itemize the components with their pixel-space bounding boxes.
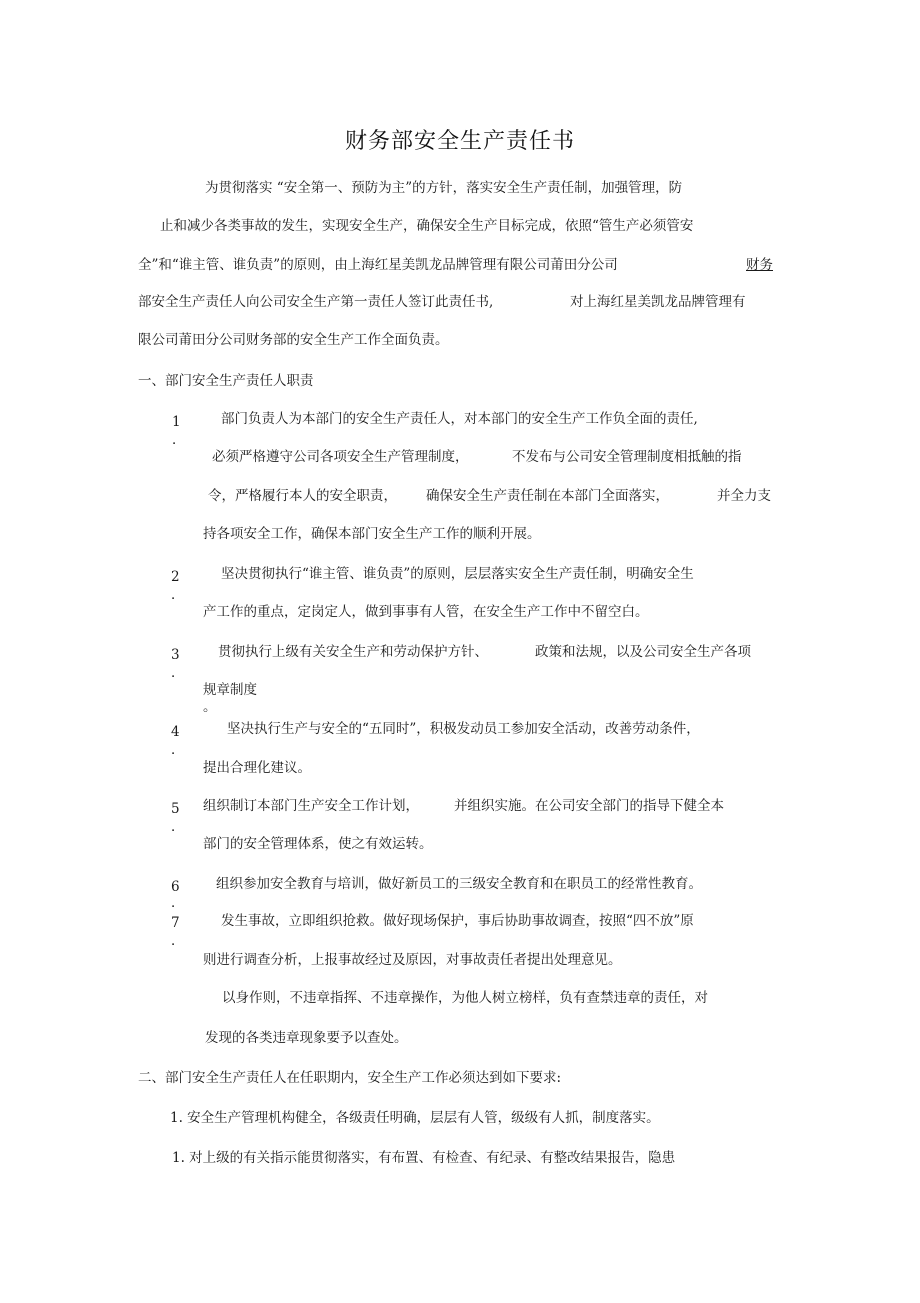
section1-heading: 一、部门安全生产责任人职责 [138,373,314,389]
item-1-line-2a: 必须严格遵守公司各项安全生产管理制度， [212,449,469,465]
item-1-line-3b: 确保安全生产责任制在本部门全面落实， [426,488,669,504]
intro-line-2: 止和减少各类事故的发生，实现安全生产，确保安全生产目标完成，依照“管生产必须管安 [160,218,694,234]
item-2-line-1: 坚决贯彻执行“谁主管、谁负责”的原则，层层落实安全生产责任制，明确安全生 [221,566,694,582]
item-5-number: 5 [171,801,180,817]
item-5-line-2: 部门的安全管理体系，使之有效运转。 [203,836,433,852]
item-3-number: 3 [171,647,180,663]
item-1-line-3a: 令，严格履行本人的安全职责， [208,488,397,504]
intro-line-4a: 部安全生产责任人向公司安全生产第一责任人签订此责任书, [138,294,494,310]
item-1-line-4: 持各项安全工作，确保本部门安全生产工作的顺利开展。 [203,526,541,542]
item-3-line-2: 规章制度 [203,682,257,698]
item-1-line-1: 部门负责人为本部门的安全生产责任人，对本部门的安全生产工作负全面的责任, [221,411,698,427]
intro-line-1: 为贯彻落实 “安全第一、预防为主”的方针，落实安全生产责任制，加强管理，防 [205,180,683,196]
section2-item-1: 1. 安全生产管理机构健全，各级责任明确，层层有人管，级级有人抓，制度落实。 [170,1110,660,1126]
item-3-line-2-end: 。 [203,699,217,715]
item-1-line-2b: 不发布与公司安全管理制度相抵触的指 [512,449,742,465]
intro-line-5: 限公司莆田分公司财务部的安全生产工作全面负责。 [138,332,449,348]
item-1-dot: ． [172,432,186,448]
section2-item-2: 1. 对上级的有关指示能贯彻落实，有布置、有检查、有纪录、有整改结果报告，隐患 [172,1150,676,1166]
intro-line-3: 全”和“谁主管、谁负责”的原则，由上海红星美凯龙品牌管理有限公司莆田分公司 [138,257,618,273]
item-3-line-1a: 贯彻执行上级有关安全生产和劳动保护方针、 [218,644,488,660]
document-title: 财务部安全生产责任书 [344,129,575,154]
item-3-dot: ． [171,665,185,681]
item-3-line-1b: 政策和法规，以及公司安全生产各项 [535,644,751,660]
item-4-line-1: 坚决执行生产与安全的“五同时”，积极发动员工参加安全活动，改善劳动条件， [227,721,700,737]
item-2-number: 2 [171,569,180,585]
extra-line-2: 发现的各类违章现象要予以查处。 [205,1030,408,1046]
item-6-dot: ． [171,895,185,911]
item-5-dot: ． [171,819,185,835]
item-6-line-1: 组织参加安全教育与培训，做好新员工的三级安全教育和在职员工的经常性教育。 [216,876,702,892]
item-4-dot: ． [171,742,185,758]
item-2-dot: ． [171,587,185,603]
item-1-line-3c: 并全力支 [717,488,771,504]
intro-line-4b: 对上海红星美凯龙品牌管理有 [570,294,746,310]
item-7-line-1: 发生事故，立即组织抢救。做好现场保护，事后协助事故调查，按照“四不放”原 [221,913,694,929]
item-5-line-1a: 组织制订本部门生产安全工作计划， [203,798,419,814]
item-7-dot: ． [171,933,185,949]
extra-line-1: 以身作则，不违章指挥、不违章操作，为他人树立榜样，负有查禁违章的责任，对 [222,990,708,1006]
item-2-line-2: 产工作的重点，定岗定人，做到事事有人管，在安全生产工作中不留空白。 [203,604,649,620]
item-7-line-2: 则进行调查分析，上报事故经过及原因，对事故责任者提出处理意见。 [203,952,622,968]
item-4-line-2: 提出合理化建议。 [203,760,311,776]
intro-dept-underlined: 财务 [746,257,773,273]
item-5-line-1b: 并组织实施。在公司安全部门的指导下健全本 [454,798,724,814]
section2-heading: 二、部门安全生产责任人在任职期内，安全生产工作必须达到如下要求: [138,1070,562,1086]
item-1-number: 1 [172,414,181,430]
item-4-number: 4 [171,724,180,740]
item-6-number: 6 [171,879,180,895]
item-7-number: 7 [171,915,180,931]
